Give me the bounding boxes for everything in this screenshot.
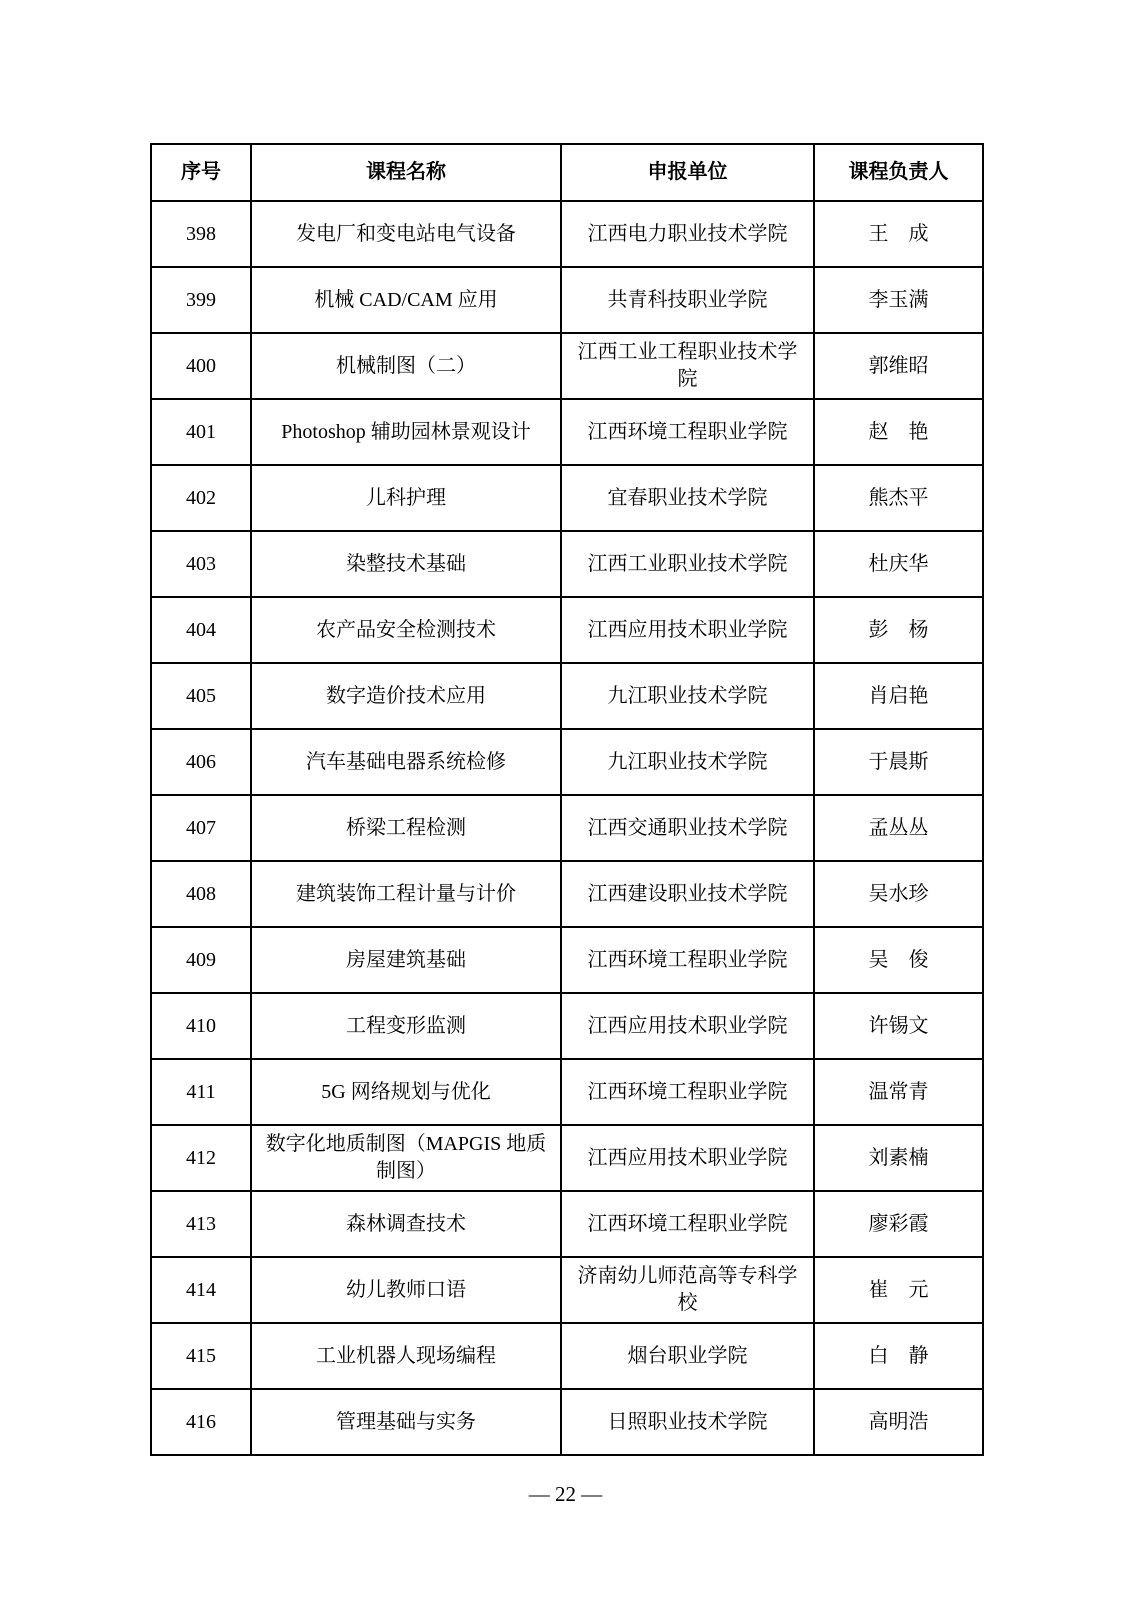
table-row [151, 1125, 983, 1191]
course-name-cell: 房屋建筑基础 [251, 927, 561, 993]
applicant-unit-cell: 日照职业技术学院 [561, 1389, 814, 1455]
table-header-row [151, 144, 983, 201]
course-leader-cell: 郭维昭 [814, 333, 983, 399]
course-name-cell: 桥梁工程检测 [251, 795, 561, 861]
course-leader-cell: 李玉满 [814, 267, 983, 333]
course-leader-cell: 杜庆华 [814, 531, 983, 597]
row-index-cell: 411 [151, 1059, 251, 1125]
course-name-cell: 5G 网络规划与优化 [251, 1059, 561, 1125]
column-header-applicant-unit: 申报单位 [561, 144, 814, 201]
applicant-unit-cell: 共青科技职业学院 [561, 267, 814, 333]
row-index-cell: 410 [151, 993, 251, 1059]
table-row [151, 399, 983, 465]
applicant-unit-cell: 九江职业技术学院 [561, 729, 814, 795]
table-row [151, 465, 983, 531]
table-row [151, 267, 983, 333]
course-name-cell: 工程变形监测 [251, 993, 561, 1059]
row-index-cell: 400 [151, 333, 251, 399]
applicant-unit-cell: 江西交通职业技术学院 [561, 795, 814, 861]
table-body [151, 201, 983, 1455]
course-name-cell: 工业机器人现场编程 [251, 1323, 561, 1389]
table-row [151, 1257, 983, 1323]
table-row [151, 333, 983, 399]
table-row [151, 927, 983, 993]
column-header-course-name: 课程名称 [251, 144, 561, 201]
page-number: — 22 — [528, 1482, 603, 1506]
applicant-unit-cell: 江西应用技术职业学院 [561, 1125, 814, 1191]
course-name-cell: 建筑装饰工程计量与计价 [251, 861, 561, 927]
course-name-cell: 汽车基础电器系统检修 [251, 729, 561, 795]
row-index-cell: 402 [151, 465, 251, 531]
row-index-cell: 398 [151, 201, 251, 267]
row-index-cell: 412 [151, 1125, 251, 1191]
table-row [151, 1323, 983, 1389]
row-index-cell: 405 [151, 663, 251, 729]
course-leader-cell: 高明浩 [814, 1389, 983, 1455]
applicant-unit-cell: 江西应用技术职业学院 [561, 597, 814, 663]
row-index-cell: 403 [151, 531, 251, 597]
applicant-unit-cell: 江西工业工程职业技术学院 [561, 333, 814, 399]
row-index-cell: 409 [151, 927, 251, 993]
course-leader-cell: 彭 杨 [814, 597, 983, 663]
row-index-cell: 401 [151, 399, 251, 465]
course-name-cell: 染整技术基础 [251, 531, 561, 597]
applicant-unit-cell: 江西工业职业技术学院 [561, 531, 814, 597]
course-leader-cell: 赵 艳 [814, 399, 983, 465]
course-name-cell: 机械 CAD/CAM 应用 [251, 267, 561, 333]
row-index-cell: 408 [151, 861, 251, 927]
applicant-unit-cell: 烟台职业学院 [561, 1323, 814, 1389]
applicant-unit-cell: 江西环境工程职业学院 [561, 1191, 814, 1257]
course-leader-cell: 廖彩霞 [814, 1191, 983, 1257]
table-header [151, 144, 983, 201]
row-index-cell: 415 [151, 1323, 251, 1389]
applicant-unit-cell: 江西建设职业技术学院 [561, 861, 814, 927]
applicant-unit-cell: 济南幼儿师范高等专科学校 [561, 1257, 814, 1323]
course-leader-cell: 许锡文 [814, 993, 983, 1059]
table-row [151, 1389, 983, 1455]
column-header-index: 序号 [151, 144, 251, 201]
course-name-cell: 管理基础与实务 [251, 1389, 561, 1455]
course-name-cell: 儿科护理 [251, 465, 561, 531]
applicant-unit-cell: 江西环境工程职业学院 [561, 1059, 814, 1125]
table-row [151, 861, 983, 927]
course-leader-cell: 白 静 [814, 1323, 983, 1389]
row-index-cell: 406 [151, 729, 251, 795]
course-name-cell: Photoshop 辅助园林景观设计 [251, 399, 561, 465]
course-name-cell: 农产品安全检测技术 [251, 597, 561, 663]
applicant-unit-cell: 江西电力职业技术学院 [561, 201, 814, 267]
row-index-cell: 413 [151, 1191, 251, 1257]
applicant-unit-cell: 宜春职业技术学院 [561, 465, 814, 531]
table-row [151, 1059, 983, 1125]
course-leader-cell: 吴水珍 [814, 861, 983, 927]
column-header-course-leader: 课程负责人 [814, 144, 983, 201]
course-name-cell: 机械制图（二） [251, 333, 561, 399]
course-name-cell: 森林调查技术 [251, 1191, 561, 1257]
course-leader-cell: 熊杰平 [814, 465, 983, 531]
applicant-unit-cell: 江西应用技术职业学院 [561, 993, 814, 1059]
course-name-cell: 数字造价技术应用 [251, 663, 561, 729]
table-row [151, 531, 983, 597]
course-leader-cell: 温常青 [814, 1059, 983, 1125]
course-leader-cell: 王 成 [814, 201, 983, 267]
table-row [151, 663, 983, 729]
course-leader-cell: 吴 俊 [814, 927, 983, 993]
course-leader-cell: 崔 元 [814, 1257, 983, 1323]
table-row [151, 729, 983, 795]
table-row [151, 993, 983, 1059]
course-leader-cell: 肖启艳 [814, 663, 983, 729]
table-row [151, 201, 983, 267]
course-approval-table [150, 143, 984, 1456]
row-index-cell: 407 [151, 795, 251, 861]
course-name-cell: 数字化地质制图（MAPGIS 地质制图） [251, 1125, 561, 1191]
applicant-unit-cell: 江西环境工程职业学院 [561, 399, 814, 465]
row-index-cell: 416 [151, 1389, 251, 1455]
table-row [151, 597, 983, 663]
course-name-cell: 幼儿教师口语 [251, 1257, 561, 1323]
row-index-cell: 404 [151, 597, 251, 663]
course-leader-cell: 孟丛丛 [814, 795, 983, 861]
applicant-unit-cell: 江西环境工程职业学院 [561, 927, 814, 993]
course-name-cell: 发电厂和变电站电气设备 [251, 201, 561, 267]
row-index-cell: 414 [151, 1257, 251, 1323]
row-index-cell: 399 [151, 267, 251, 333]
table-row [151, 1191, 983, 1257]
course-leader-cell: 于晨斯 [814, 729, 983, 795]
applicant-unit-cell: 九江职业技术学院 [561, 663, 814, 729]
course-leader-cell: 刘素楠 [814, 1125, 983, 1191]
table-row [151, 795, 983, 861]
